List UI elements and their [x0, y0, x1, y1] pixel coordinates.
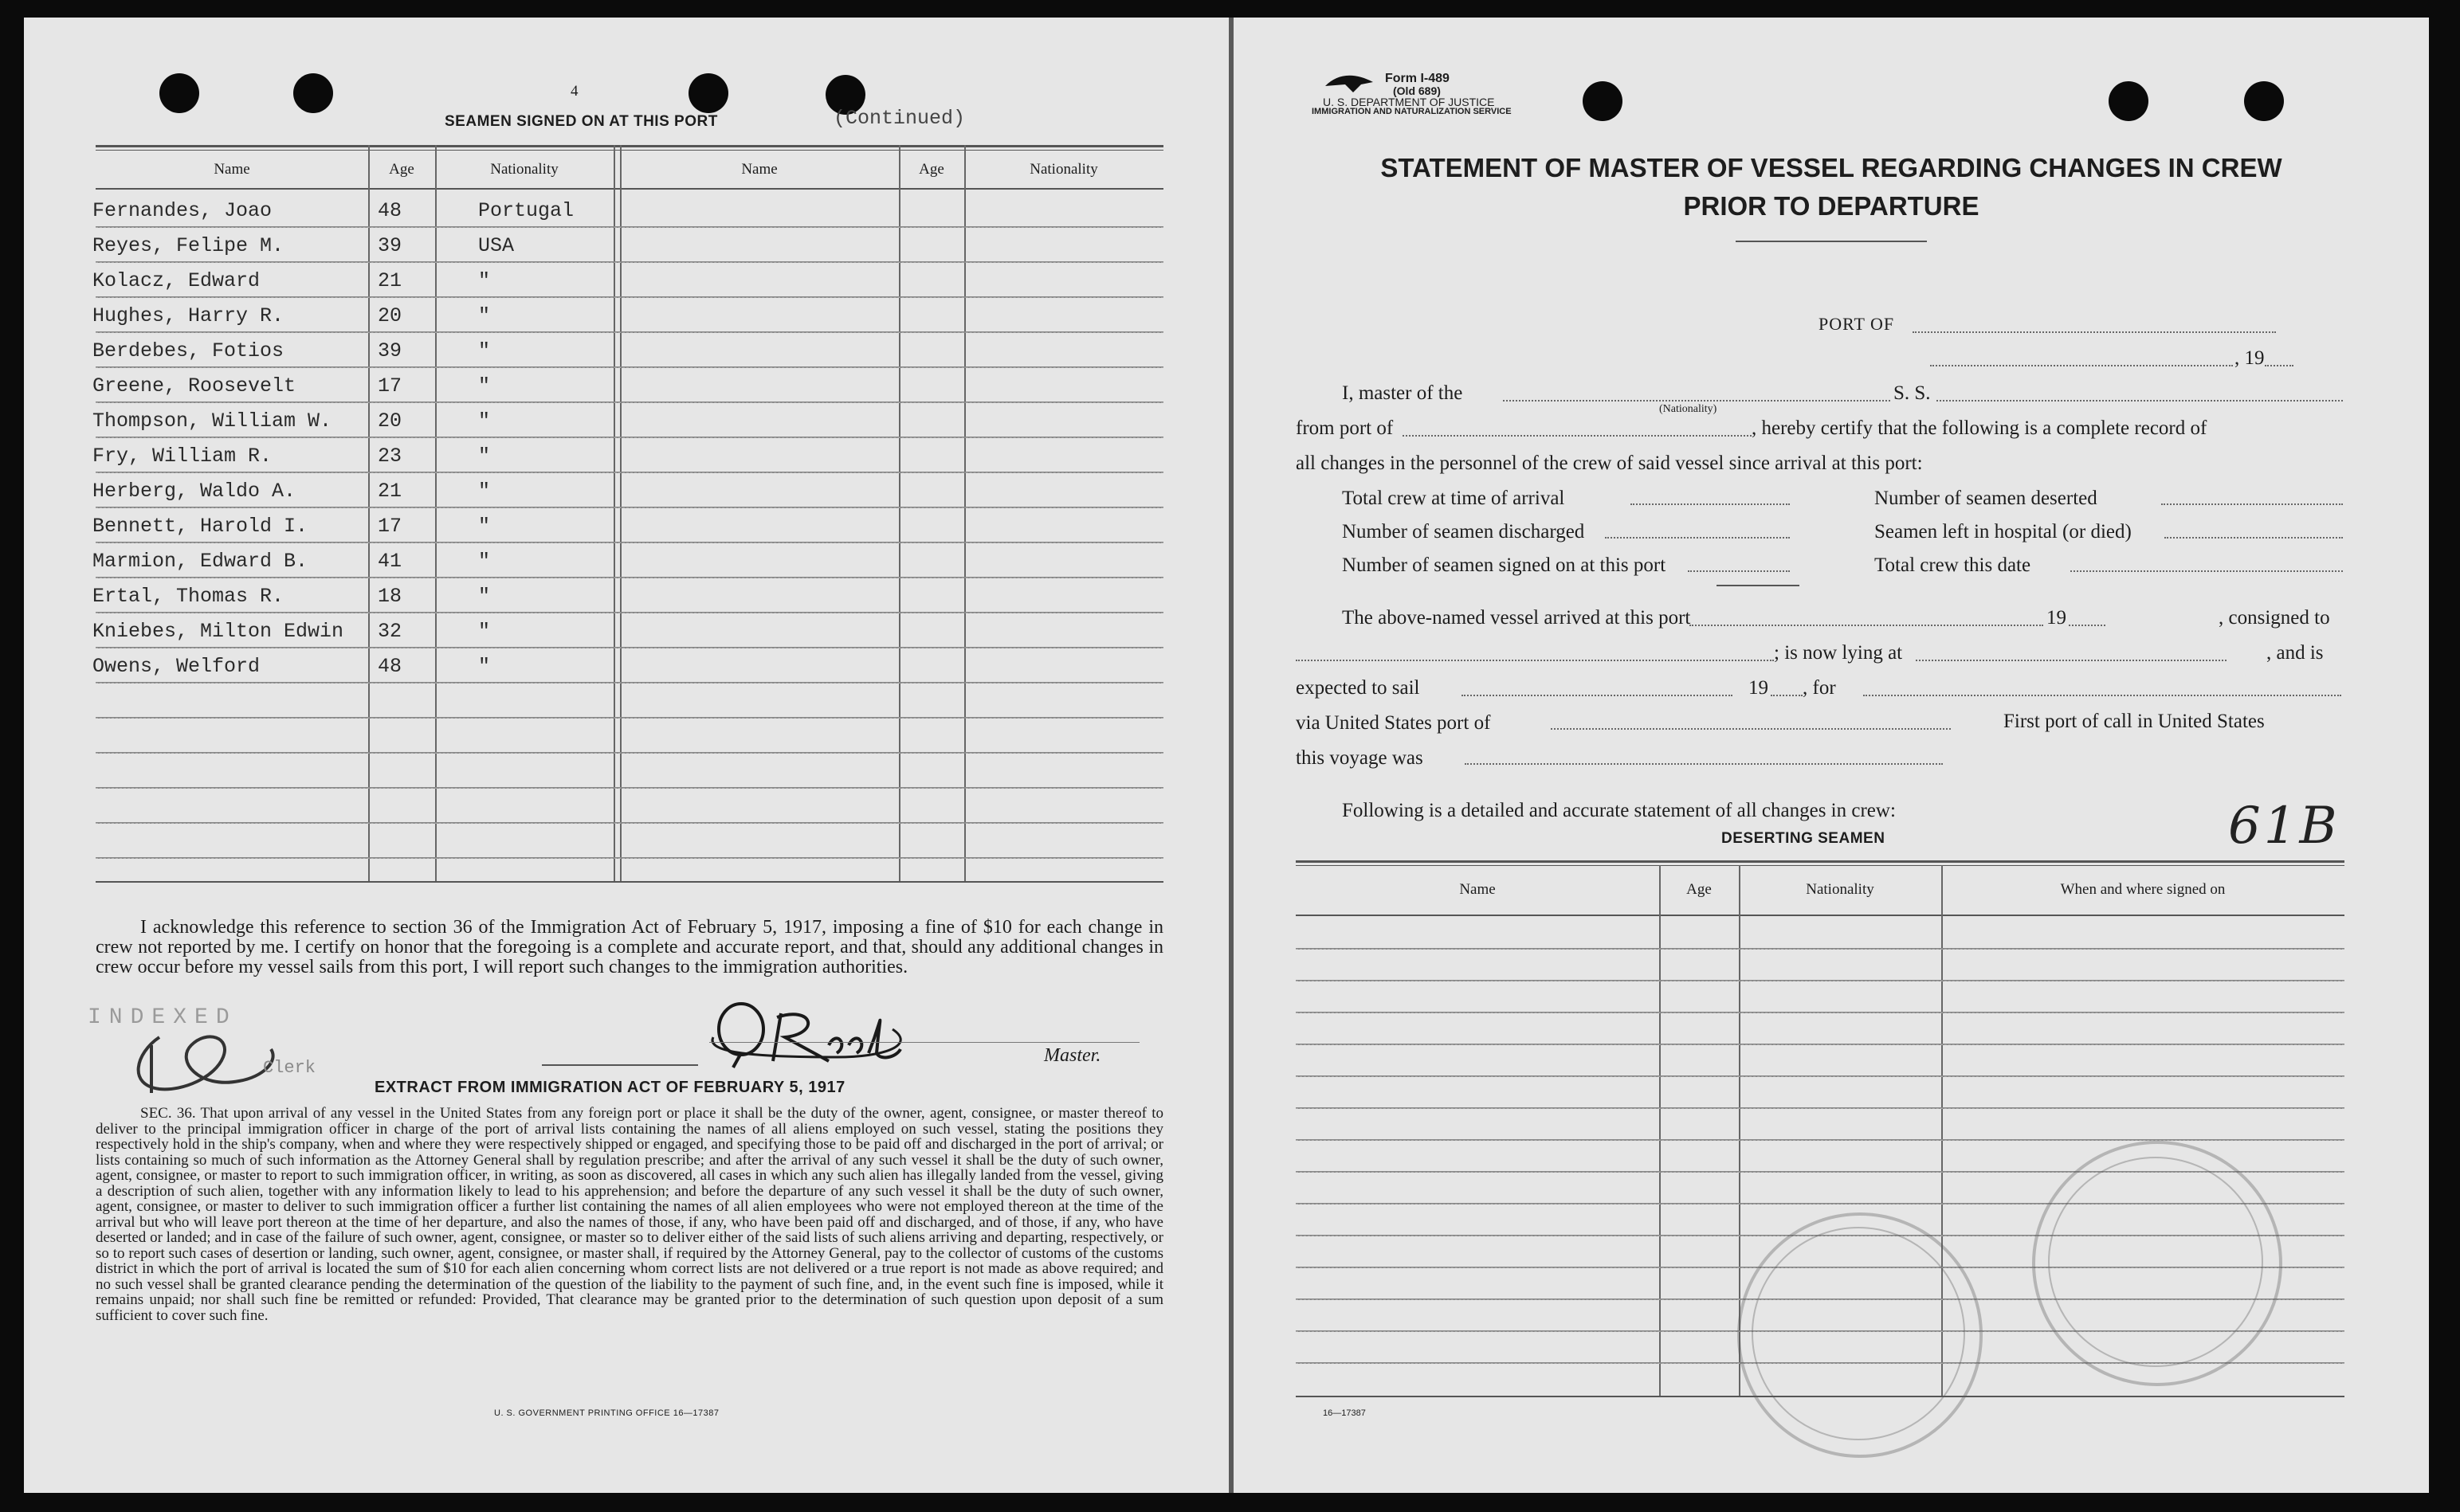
clerk-line [542, 1064, 698, 1066]
signed-on: Number of seamen signed on at this port [1342, 554, 1666, 576]
seaman-name: Marmion, Edward B. [92, 550, 308, 573]
seaman-age: 21 [378, 269, 402, 292]
seaman-name: Reyes, Felipe M. [92, 234, 284, 257]
punch-hole [2109, 81, 2148, 121]
seaman-age: 48 [378, 655, 402, 678]
table-row-line [96, 647, 1163, 648]
table-row-line [1296, 1044, 2344, 1045]
title-underline [1736, 241, 1927, 242]
table-top-rule-2 [96, 150, 1163, 151]
seaman-nationality: " [478, 515, 491, 538]
col-divider [368, 145, 370, 881]
table-row-line [96, 437, 1163, 438]
via-us-port: via United States port of [1296, 712, 1491, 734]
left-page [24, 18, 1229, 1493]
table-header-rule [96, 188, 1163, 190]
sail-date-field [1461, 695, 1732, 696]
table-row-line [96, 402, 1163, 403]
table-row-line [96, 577, 1163, 578]
total-crew-date-field [2070, 570, 2343, 572]
seaman-nationality: " [478, 374, 491, 398]
seamen-discharged: Number of seamen discharged [1342, 521, 1585, 543]
now-lying-at: ; is now lying at [1774, 642, 1903, 664]
nationality-caption: (Nationality) [1659, 403, 1717, 415]
master-label: Master. [1044, 1045, 1101, 1066]
right-col-header-signed-on: When and where signed on [2060, 881, 2226, 898]
table-row-line [96, 682, 1163, 684]
col-divider [620, 145, 622, 881]
master-signature-line [709, 1042, 1140, 1043]
footer-code: 16—17387 [1323, 1408, 1366, 1418]
page-number: 4 [571, 83, 579, 100]
seaman-age: 23 [378, 445, 402, 468]
left-in-hospital: Seamen left in hospital (or died) [1874, 521, 2132, 543]
seaman-nationality: " [478, 550, 491, 573]
from-port-field [1403, 435, 1752, 437]
table-row-line [1296, 1012, 2344, 1013]
hereby-certify: , hereby certify that the following is a complete record of [1752, 417, 2207, 439]
table-top-rule [96, 145, 1163, 147]
table-row-line [96, 226, 1163, 228]
table-row-line [96, 822, 1163, 824]
seaman-nationality: " [478, 339, 491, 362]
col-header-nationality-2: Nationality [1030, 161, 1098, 178]
seaman-nationality: " [478, 620, 491, 643]
table-row-line [96, 542, 1163, 543]
right-table-top-2 [1296, 865, 2344, 866]
deserting-seamen-title: DESERTING SEAMEN [1721, 830, 1885, 847]
form-title-line-1: STATEMENT OF MASTER OF VESSEL REGARDING CHANGES IN CREW [1380, 153, 2282, 182]
consigned-to: , consigned to [2219, 607, 2330, 629]
punch-hole [159, 73, 199, 113]
total-crew-arrival: Total crew at time of arrival [1342, 488, 1565, 509]
sail-19: 19 [1748, 677, 1768, 699]
customs-stamp [1752, 1227, 1965, 1440]
seaman-nationality: " [478, 480, 491, 503]
seaman-name: Kolacz, Edward [92, 269, 261, 292]
totals-rule [1717, 585, 1799, 586]
master-signature [709, 997, 916, 1069]
table-row-line [96, 857, 1163, 859]
section-title: SEAMEN SIGNED ON AT THIS PORT [445, 113, 718, 130]
department: U. S. DEPARTMENT OF JUSTICE [1323, 96, 1495, 108]
table-row-line [1296, 1107, 2344, 1109]
year-19: , 19 [2234, 347, 2265, 369]
consignee-field [1296, 660, 1774, 661]
table-row-line [96, 366, 1163, 368]
seaman-age: 32 [378, 620, 402, 643]
form-title-line-2: PRIOR TO DEPARTURE [1683, 191, 1979, 221]
arrived-19: 19 [2046, 607, 2066, 629]
all-changes: all changes in the personnel of the crew of said vessel since arrival at this port: [1296, 452, 1923, 474]
right-col-divider [1659, 865, 1661, 1396]
col-header-name-2: Name [741, 161, 778, 178]
signed-on-field [1688, 570, 1790, 572]
date-field [1930, 365, 2233, 366]
indexed-stamp: INDEXED [88, 1005, 237, 1030]
printer-line: U. S. GOVERNMENT PRINTING OFFICE 16—17387 [494, 1408, 720, 1418]
seaman-age: 18 [378, 585, 402, 608]
sail-year-field [1771, 695, 1803, 696]
service: IMMIGRATION AND NATURALIZATION SERVICE [1312, 107, 1512, 116]
table-row-line [96, 472, 1163, 473]
this-voyage-was: this voyage was [1296, 747, 1423, 769]
col-divider [435, 145, 437, 881]
col-header-age: Age [389, 161, 414, 178]
seaman-name: Fry, William R. [92, 445, 273, 468]
following-statement: Following is a detailed and accurate statement of all changes in crew: [1342, 800, 1896, 821]
seaman-nationality: " [478, 655, 491, 678]
voyage-field [1465, 763, 1943, 765]
seaman-nationality: " [478, 269, 491, 292]
punch-hole [2244, 81, 2284, 121]
table-bottom-rule [96, 881, 1163, 883]
for-label: , for [1803, 677, 1836, 699]
table-row-line [96, 612, 1163, 613]
total-crew-date: Total crew this date [1874, 554, 2031, 576]
clerk-initials [128, 1013, 287, 1101]
and-is: , and is [2266, 642, 2324, 664]
seaman-age: 20 [378, 304, 402, 327]
seaman-nationality: USA [478, 234, 515, 257]
seaman-age: 48 [378, 199, 402, 222]
table-row-line [96, 261, 1163, 263]
lying-at-field [1916, 660, 2227, 661]
clerk-label: Clerk [263, 1058, 316, 1078]
extract-title: EXTRACT FROM IMMIGRATION ACT OF FEBRUARY 5, 1917 [375, 1079, 846, 1096]
seaman-nationality: " [478, 409, 491, 433]
extract-text: SEC. 36. That upon arrival of any vessel in the United States from any foreign port or place it shall be the duty of the owner, agent, consignee, or master thereof to deliver to the principal immigration officer in charge of the port of arrival lists containing the names of all aliens employed on such vessel, stating the positions they respectively hold in the ship's company, when and where they were respectively shipped or engaged, and specifying those to be paid off and discharged in the port of arrival; or lists containing so much of such information as the Attorney General shall by regulation prescribe; and after the arrival of any such vessel it shall be the duty of such owner, agent, consignee, or master to report to such immigration officer, in writing, as soon as discovered, all cases in which any such alien has illegally landed from the vessel, giving a description of such alien, together with any information likely to lead to his apprehension; and before the departure of any such vessel it shall be the duty of such owner, agent, consignee, or master to deliver to such immigration officer a further list containing the names of all alien employees who were not employed thereon at the time of the arrival but who will leave port thereon at the time of her departure, and also the names of those, if any, who have been paid off and discharged, and of those, if any, who have deserted or landed; and in case of the failure of such owner, agent, consignee, or master so to deliver either of the said lists of such aliens arriving and departing, respectively, or so to report such cases of desertion or landing, such owner, agent, consignee, or master shall, if required by the Attorney General, pay to the collector of customs of the customs district in which the port of arrival is located the sum of $10 for each alien concerning whom correct lists are not delivered or a true report is not made as above required; and no such vessel shall be granted clearance pending the determination of the question of the liability to the payment of such fine, and, in the event such fine is imposed, while it remains unpaid; nor shall such fine be remitted or refunded: Provided, That clearance may be granted prior to the determination of such question upon deposit of a sum sufficient to cover such fine. [96, 1105, 1163, 1324]
seaman-name: Bennett, Harold I. [92, 515, 308, 538]
seamen-deserted: Number of seamen deserted [1874, 488, 2097, 509]
seaman-age: 17 [378, 374, 402, 398]
seaman-age: 20 [378, 409, 402, 433]
seaman-age: 41 [378, 550, 402, 573]
left-in-hospital-field [2164, 537, 2343, 539]
col-divider [899, 145, 900, 881]
seaman-nationality: Portugal [478, 199, 575, 222]
seaman-name: Owens, Welford [92, 655, 261, 678]
seaman-name: Berdebes, Fotios [92, 339, 284, 362]
eagle-emblem-icon [1321, 70, 1377, 94]
continued-note: (Continued) [834, 107, 966, 130]
received-stamp [2048, 1157, 2263, 1367]
form-number: Form I-489 [1385, 72, 1450, 85]
right-table-top [1296, 860, 2344, 863]
table-row-line [1296, 980, 2344, 981]
port-of-field [1913, 331, 2276, 333]
punch-hole [1583, 81, 1622, 121]
master-of-the: I, master of the [1342, 382, 1463, 404]
right-col-header-nationality: Nationality [1806, 881, 1874, 898]
seaman-age: 21 [378, 480, 402, 503]
old-number: (Old 689) [1393, 84, 1441, 97]
handwritten-number: 61B [2228, 797, 2340, 856]
table-row-line [1296, 948, 2344, 950]
ss-label: S. S. [1893, 382, 1931, 404]
seaman-name: Herberg, Waldo A. [92, 480, 296, 503]
arrived-date-field [1689, 625, 2043, 626]
punch-hole [689, 73, 728, 113]
seaman-name: Greene, Roosevelt [92, 374, 296, 398]
ss-field [1936, 400, 2343, 402]
right-page [1234, 18, 2429, 1493]
seaman-nationality: " [478, 585, 491, 608]
year-field [2265, 365, 2293, 366]
port-of-label: PORT OF [1819, 314, 1895, 334]
nationality-field [1503, 400, 1890, 402]
seaman-nationality: " [478, 445, 491, 468]
seaman-age: 17 [378, 515, 402, 538]
seamen-discharged-field [1605, 537, 1790, 539]
seaman-age: 39 [378, 234, 402, 257]
from-port-of: from port of [1296, 417, 1394, 439]
total-crew-arrival-field [1630, 503, 1790, 505]
for-field [1863, 695, 2341, 696]
col-header-nationality: Nationality [490, 161, 559, 178]
seaman-name: Hughes, Harry R. [92, 304, 284, 327]
col-header-age-2: Age [919, 161, 944, 178]
table-row-line [96, 752, 1163, 754]
seaman-name: Kniebes, Milton Edwin [92, 620, 344, 643]
arrived-at: The above-named vessel arrived at this port [1342, 607, 1691, 629]
table-row-line [96, 507, 1163, 508]
first-port-of-call: First port of call in United States [2003, 711, 2265, 732]
expected-to-sail: expected to sail [1296, 677, 1420, 699]
acknowledgement-text: I acknowledge this reference to section 36 of the Immigration Act of February 5, 1917, imposing a fine of $10 for each change in crew not reported by me. I certify on honor that the foregoing is a complete and accurate report, and that, should any additional changes in crew occur before my vessel sails from this port, I will report such changes to the immigration authorities. [96, 917, 1163, 977]
table-row-line [1296, 1075, 2344, 1077]
right-col-header-name: Name [1459, 881, 1496, 898]
table-row-line [96, 787, 1163, 789]
seaman-age: 39 [378, 339, 402, 362]
seaman-name: Ertal, Thomas R. [92, 585, 284, 608]
seaman-nationality: " [478, 304, 491, 327]
col-header-name: Name [214, 161, 250, 178]
table-row-line [96, 296, 1163, 298]
seaman-name: Thompson, William W. [92, 409, 332, 433]
col-divider [614, 145, 615, 881]
table-row-line [96, 331, 1163, 333]
punch-hole [293, 73, 333, 113]
via-port-field [1551, 728, 1951, 730]
right-col-header-age: Age [1686, 881, 1712, 898]
right-table-header-rule [1296, 915, 2344, 916]
arrived-year-field [2069, 625, 2105, 626]
seaman-name: Fernandes, Joao [92, 199, 273, 222]
col-divider [964, 145, 966, 881]
seamen-deserted-field [2161, 503, 2343, 505]
table-row-line [96, 717, 1163, 719]
table-row-line [1296, 1139, 2344, 1141]
